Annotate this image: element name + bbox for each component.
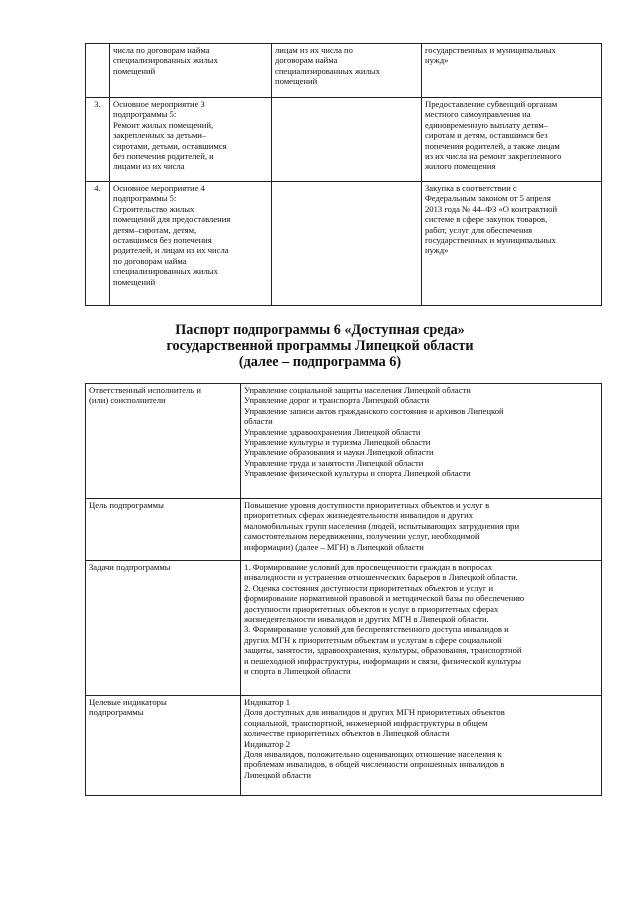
activity-cell: Основное мероприятие 3 подпрограммы 5: Ремонт жилых помещений, закрепленных за детьми– сиротами, детьми, оставшимся без попечения родителей, и лицами из их числа [110,98,272,182]
title-line: Паспорт подпрограммы 6 «Доступная среда» [175,322,465,338]
table-row [86,499,602,561]
row-number: 3. [86,98,110,182]
mechanism-cell: государственных и муниципальных нужд» [422,44,602,98]
table-row [86,182,602,306]
participant-cell [272,182,422,306]
field-label: Ответственный исполнитель и (или) соисполнители [86,384,241,499]
field-label: Цель подпрограммы [86,499,241,561]
mechanism-cell: Закупка в соответствии с Федеральным законом от 5 апреля 2013 года № 44–ФЗ «О контрактной системе в сфере закупок товаров, работ, услуг для обеспечения государственных и муниципальных нужд» [422,182,602,306]
activities-table [85,43,602,306]
table-row [86,696,602,796]
activity-cell: числа по договорам найма специализированных жилых помещений [110,44,272,98]
table-row [86,384,602,499]
table-row [86,44,602,98]
table-row [86,561,602,696]
activity-cell: Основное мероприятие 4 подпрограммы 5: Строительство жилых помещений для предоставления детям–сиротам, детям, оставшимся без попечения родителей, и лицам из их числа по договорам найма специализированных жилых помещений [110,182,272,306]
field-value: Управление социальной защиты населения Липецкой области Управление дорог и транспорта Липецкой области Управление записи актов гражданского состояния и архивов Липецкой области Управление здравоохранения Липецкой области Управление культуры и туризма Липецкой области Управление образования и науки Липецкой области Управление труда и занятости Липецкой области Управление физической культуры и спорта Липецкой области [241,384,602,499]
field-value: Повышение уровня доступности приоритетных объектов и услуг в приоритетных сферах жизнедеятельности инвалидов и других маломобильных групп населения (людей, испытывающих затруднения при самостоятельном передвижении, получении услуг, необходимой информации) (далее – МГН) в Липецкой области [241,499,602,561]
field-value: 1. Формирование условий для просвещенности граждан в вопросах инвалидности и устранения отношенческих барьеров в Липецкой области. 2. Оценка состояния доступности приоритетных объектов и услуг и формирование нормативной правовой и методической базы по обеспечению доступности приоритетных объектов и услуг в приоритетных сферах жизнедеятельности инвалидов и других МГН в Липецкой области. 3. Формирование условий для беспрепятственного доступа инвалидов и других МГН к приоритетным объектам и услугам в сфере социальной защиты, занятости, здравоохранения, культуры, образования, транспортной и пешеходной инфраструктуры, информации и связи, физической культуры и спорта в Липецкой области [241,561,602,696]
field-label: Задачи подпрограммы [86,561,241,696]
field-value: Индикатор 1 Доля доступных для инвалидов и других МГН приоритетных объектов социальной, транспортной, инженерной инфраструктуры в общем количестве приоритетных объектов в Липецкой области Индикатор 2 Доля инвалидов, положительно оценивающих отношение населения к проблемам инвалидов, в общей численности опрошенных инвалидов в Липецкой области [241,696,602,796]
field-label: Целевые индикаторы подпрограммы [86,696,241,796]
row-number [86,44,110,98]
passport-table [85,383,602,796]
section-title [0,322,640,370]
mechanism-cell: Предоставление субвенций органам местного самоуправления на единовременную выплату детям– сиротам и детям, оставшимся без попечения родителей, а также лицам из их числа на ремонт закрепленного жилого помещения [422,98,602,182]
title-line: государственной программы Липецкой области [166,338,474,354]
row-number: 4. [86,182,110,306]
title-line: (далее – подпрограмма 6) [238,354,402,370]
participant-cell: лицам из их числа по договорам найма специализированных жилых помещений [272,44,422,98]
participant-cell [272,98,422,182]
table-row [86,98,602,182]
